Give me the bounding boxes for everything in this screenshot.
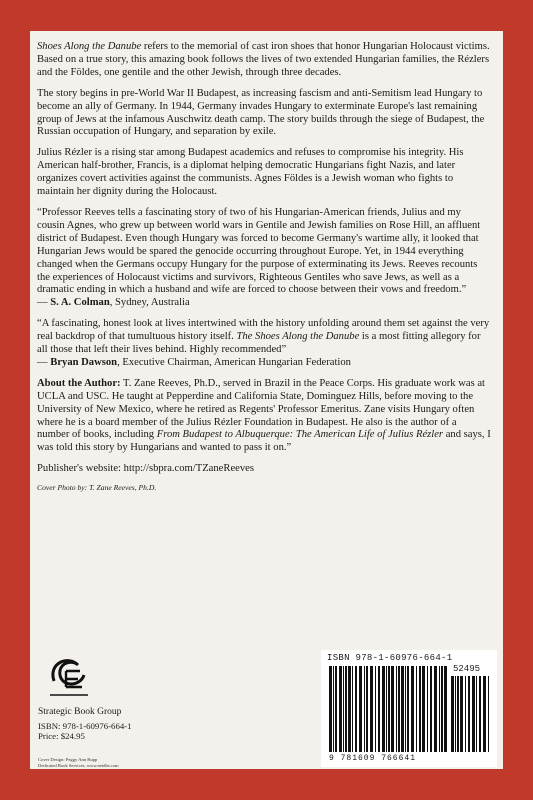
- characters-paragraph: Julius Rézler is a rising star among Budapest academics and refuses to compromise his integrity. His American half-brother, Francis, is a diplomat helping democratic Hungarians fight Nazis, and later organizes covert activities against the communists. Agnes Földes is a Jewish woman who fights to maintain her dignity during the Holocaust.: [37, 147, 464, 198]
- quote-author: Bryan Dawson: [50, 356, 118, 368]
- book-title: Shoes Along the Danube: [37, 41, 142, 52]
- price-barcode-bars: [451, 676, 491, 752]
- publisher-logo: [44, 651, 94, 701]
- barcode-price-code: 52495: [453, 664, 481, 674]
- services-credit: Dedicated Book Services, www.netdbs.com: [38, 763, 119, 768]
- barcode-digits: 9 781609 766641: [329, 754, 417, 763]
- quote-author: S. A. Colman: [50, 297, 110, 309]
- barcode-isbn: ISBN 978-1-60976-664-1: [327, 653, 453, 663]
- about-author: About the Author: T. Zane Reeves, Ph.D., served in Brazil in the Peace Corps. His graduate work was at UCLA and USC. He taught at Pepperdine and California State, Dominguez Hills, before moving to the University of New Mexico, where he retired as Regents' Professor Emeritus. Zane visits Hungary often where he is a board member of the Julius Rézler Foundation in Budapest. He also is the author of a number of books, including From Budapest to Albuquerque: The American Life of Julius Rézler and says, I was told this story by Hungarians and wanted to pass it on.”: [37, 377, 491, 454]
- quote-dawson: “A fascinating, honest look at lives intertwined with the history unfolding around them set against the very real backdrop of that tumultuous history itself. The Shoes Along the Danube is a most fitting allegory for all those that left their lives behind. Highly recommended” — Bryan Dawson, Executive Chairman, American Hungarian Federation: [37, 318, 490, 368]
- barcode-bars: [329, 666, 447, 752]
- barcode-block: [321, 650, 497, 767]
- quote-colman: “Professor Reeves tells a fascinating story of two of his Hungarian-American friends, Julius and my cousin Agnes, who grew up between world wars in Gentile and Jewish families on Rose Hill, an affluent district of Budapest. Even though Hungary was forced to become Germany's wartime ally, it looked that Hungarian Jews would be spared the genocide occurring throughout Europe. Yet, in 1944 everything changed when the Germans occupy Hungary for the purpose of exterminating its Jews. Reeves recounts the experiences of Holocaust victims and survivors, Righteous Gentiles who save Jews, as well as a dramatic ending in which a husband and wife are forced to choose between their vows and freedom.” — S. A. Colman, Sydney, Australia: [37, 206, 481, 309]
- isbn-line: ISBN: 978-1-60976-664-1: [38, 721, 132, 731]
- design-credit: Cover Design: Peggy Ann Rupp: [38, 757, 98, 762]
- back-cover-panel: [30, 31, 503, 769]
- story-paragraph: The story begins in pre-World War II Budapest, as increasing fascism and anti-Semitism lead Hungary to become an ally of Germany. In 1944, Germany invades Hungary to exterminate Europe's last remaining group of Jews at the infamous Auschwitz death camp. The story builds through the siege of Budapest, the Russian occupation of Hungary, and separation by exile.: [37, 87, 485, 138]
- cover-photo-credit: Cover Photo by: T. Zane Reeves, Ph.D.: [37, 483, 157, 493]
- publisher-website[interactable]: Publisher's website: http://sbpra.com/TZaneReeves: [37, 463, 254, 475]
- price-line: Price: $24.95: [38, 731, 85, 741]
- publisher-name: Strategic Book Group: [38, 707, 122, 717]
- intro-paragraph: Shoes Along the Danube refers to the memorial of cast iron shoes that honor Hungarian Holocaust victims. Based on a true story, this amazing book follows the lives of two extended Hungarian families, the Rézlers and the Földes, one gentile and the other Jewish, through three decades.: [37, 41, 490, 78]
